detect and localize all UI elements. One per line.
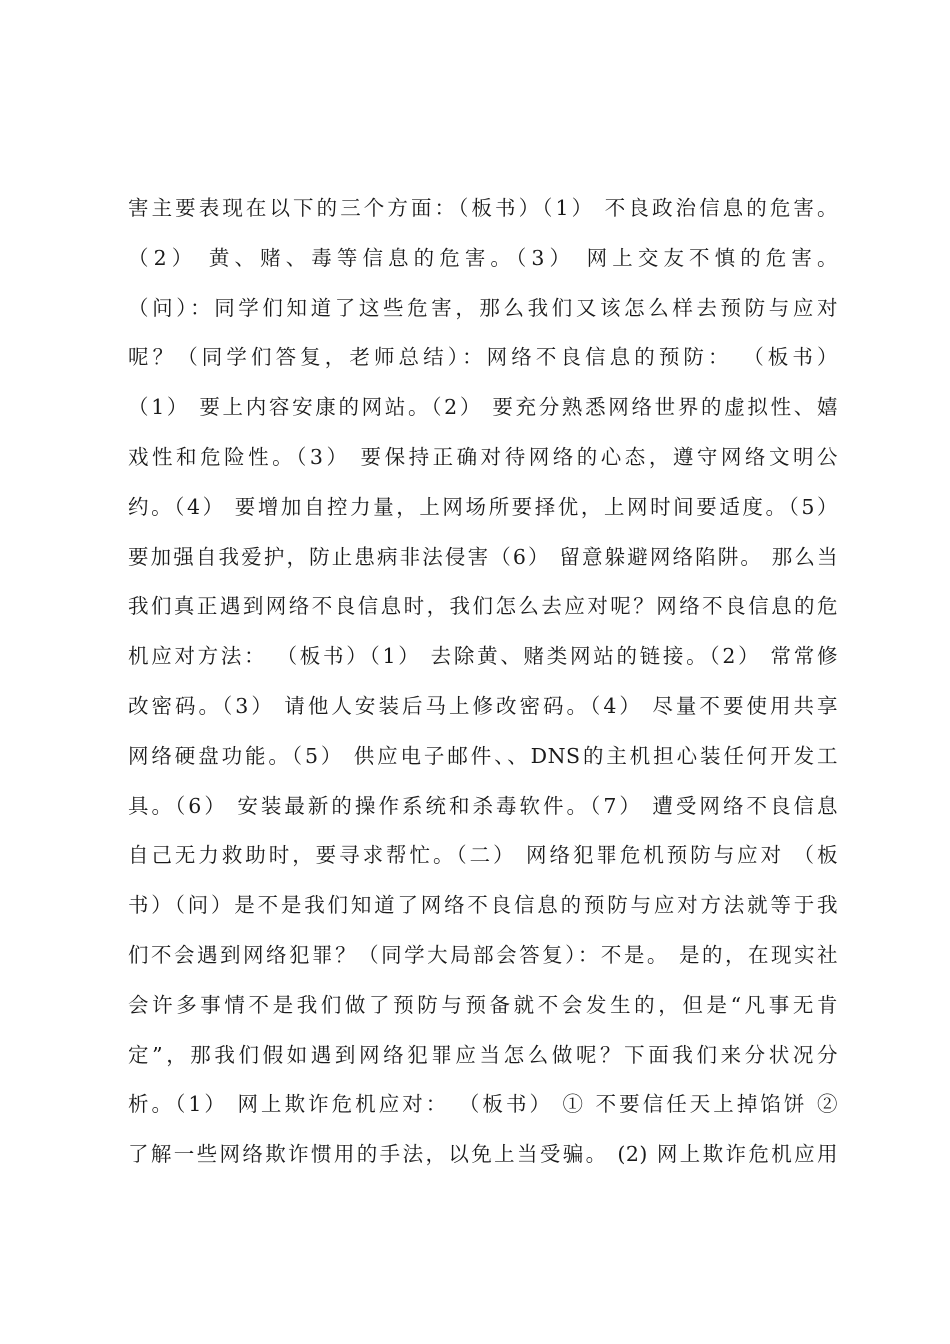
text-line: 害主要表现在以下的三个方面：（板书）（1） 不良政治信息的危害。 (128, 196, 838, 220)
text-line: 呢？（同学们答复，老师总结）：网络不良信息的预防： （板书） (128, 345, 838, 370)
text-line: 网络硬盘功能。（5） 供应电子邮件、、DNS的主机担心装任何开发工 (128, 743, 838, 768)
text-line: （问）：同学们知道了这些危害，那么我们又该怎么样去预防与应对 (128, 295, 838, 320)
text-line: 了解一些网络欺诈惯用的手法，以免上当受骗。 (2) 网上欺诈危机应用 (128, 1142, 838, 1167)
text-line: 析。（1） 网上欺诈危机应对： （板书） ① 不要信任天上掉馅饼 ② (128, 1092, 838, 1117)
text-line: 书）（问）是不是我们知道了网络不良信息的预防与应对方法就等于我 (128, 893, 838, 918)
text-line: （1） 要上内容安康的网站。（2） 要充分熟悉网络世界的虚拟性、嬉 (128, 395, 838, 420)
text-line: 机应对方法： （板书）（1） 去除黄、赌类网站的链接。（2） 常常修 (128, 644, 838, 669)
text-line: 约。（4） 要增加自控力量，上网场所要择优，上网时间要适度。（5） (128, 494, 838, 519)
text-line: 会许多事情不是我们做了预防与预备就不会发生的，但是“凡事无肯 (128, 992, 838, 1017)
text-line: 戏性和危险性。（3） 要保持正确对待网络的心态，遵守网络文明公 (128, 444, 838, 469)
text-line: （2） 黄、赌、毒等信息的危害。（3） 网上交友不慎的危害。 (128, 245, 838, 270)
text-line: 我们真正遇到网络不良信息时，我们怎么去应对呢？网络不良信息的危 (128, 594, 838, 619)
text-line: 自己无力救助时，要寻求帮忙。（二） 网络犯罪危机预防与应对 （板 (128, 843, 838, 868)
text-line: 具。（6） 安装最新的操作系统和杀毒软件。（7） 遭受网络不良信息 (128, 793, 838, 818)
body-text (128, 184, 838, 1180)
text-line: 要加强自我爱护，防止患病非法侵害（6） 留意躲避网络陷阱。 那么当 (128, 544, 838, 569)
text-line: 们不会遇到网络犯罪？（同学大局部会答复）：不是。 是的，在现实社 (128, 942, 838, 967)
text-line: 改密码。（3） 请他人安装后马上修改密码。（4） 尽量不要使用共享 (128, 693, 838, 718)
text-line: 定”，那我们假如遇到网络犯罪应当怎么做呢？下面我们来分状况分 (128, 1042, 838, 1067)
